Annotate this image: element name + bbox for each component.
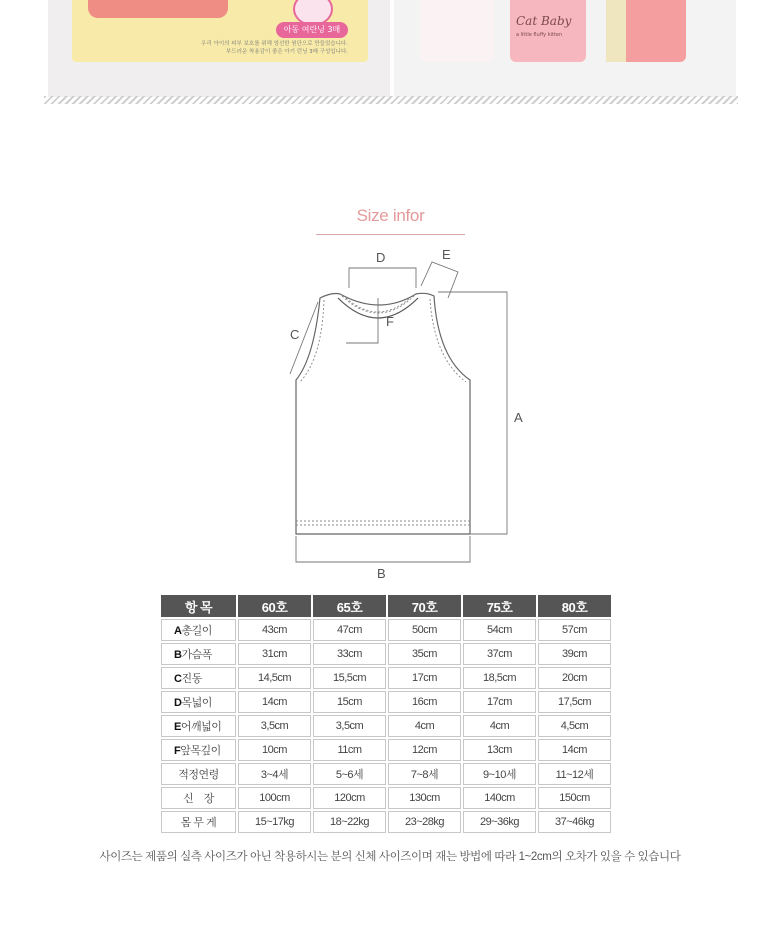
row-name: 목넓이	[181, 697, 212, 709]
table-cell: 20cm	[538, 667, 611, 689]
title-underline	[316, 234, 465, 235]
diagram-label-d: D	[376, 250, 386, 265]
table-cell: 15cm	[313, 691, 386, 713]
product-photo-strip	[44, 0, 738, 105]
header-size: 70호	[388, 595, 461, 617]
row-name: 앞목깊이	[180, 745, 221, 757]
tank-top-outline	[296, 293, 470, 534]
row-label	[161, 715, 236, 737]
row-label	[161, 619, 236, 641]
table-cell: 23~28kg	[388, 811, 461, 833]
table-cell: 9~10세	[463, 763, 536, 785]
package-badge: 아동 여란닝 3매	[276, 22, 348, 38]
table-row	[161, 643, 611, 665]
size-info-title: Size infor	[356, 206, 425, 225]
table-cell: 15,5cm	[313, 667, 386, 689]
row-label: 몸 무 게	[161, 811, 236, 833]
table-cell: 130cm	[388, 787, 461, 809]
folded-shirt-pink	[510, 0, 586, 62]
table-cell: 3~4세	[238, 763, 311, 785]
table-cell: 54cm	[463, 619, 536, 641]
diagram-label-f: F	[386, 314, 394, 329]
table-row	[161, 763, 611, 785]
table-cell: 14cm	[238, 691, 311, 713]
row-name: 진동	[181, 673, 202, 685]
brand-print: Cat Baby	[516, 14, 572, 28]
table-cell: 31cm	[238, 643, 311, 665]
table-cell: 150cm	[538, 787, 611, 809]
table-cell: 14cm	[538, 739, 611, 761]
row-label	[161, 643, 236, 665]
tank-top-diagram	[280, 240, 540, 590]
row-letter: F	[174, 745, 181, 757]
table-cell: 37cm	[463, 643, 536, 665]
row-label	[161, 667, 236, 689]
table-cell: 35cm	[388, 643, 461, 665]
table-cell: 11cm	[313, 739, 386, 761]
header-size: 80호	[538, 595, 611, 617]
table-cell: 11~12세	[538, 763, 611, 785]
table-row	[161, 787, 611, 809]
table-cell: 100cm	[238, 787, 311, 809]
diagram-label-c: C	[290, 327, 300, 342]
table-cell: 3,5cm	[313, 715, 386, 737]
table-cell: 39cm	[538, 643, 611, 665]
row-name: 가슴폭	[181, 649, 212, 661]
row-letter: C	[174, 673, 182, 685]
table-cell: 29~36kg	[463, 811, 536, 833]
table-cell: 57cm	[538, 619, 611, 641]
size-table	[159, 593, 613, 835]
size-footnote: 사이즈는 제품의 실측 사이즈가 아닌 착용하시는 분의 신체 사이즈이며 재는 방법에 따라 1~2cm의 오차가 있을 수 있습니다	[99, 851, 681, 863]
header-size: 65호	[313, 595, 386, 617]
measure-line-b	[296, 536, 470, 562]
table-cell: 43cm	[238, 619, 311, 641]
table-cell: 37~46kg	[538, 811, 611, 833]
table-cell: 3,5cm	[238, 715, 311, 737]
header-item-label: 항 목	[161, 595, 236, 617]
row-label	[161, 691, 236, 713]
table-row	[161, 715, 611, 737]
measure-line-e	[421, 262, 458, 298]
table-cell: 7~8세	[388, 763, 461, 785]
table-row	[161, 739, 611, 761]
table-row	[161, 811, 611, 833]
diagram-label-b: B	[377, 566, 386, 581]
table-row	[161, 667, 611, 689]
table-cell: 50cm	[388, 619, 461, 641]
folded-shirt-cream	[606, 0, 626, 62]
row-letter: B	[174, 649, 182, 661]
row-letter: A	[174, 625, 182, 637]
table-cell: 17cm	[388, 667, 461, 689]
zigzag-divider	[44, 96, 738, 104]
table-cell: 4cm	[463, 715, 536, 737]
package-note: 우리 아이의 피부 보호를 위해 엄선한 원단으로 만들었습니다. 부드러운 착용감이 좋은 아기 런닝 3매 구성입니다.	[201, 41, 348, 55]
header-size: 60호	[238, 595, 311, 617]
row-letter: D	[174, 697, 182, 709]
row-name: 총길이	[181, 625, 212, 637]
package-illustration	[88, 0, 228, 18]
table-row	[161, 691, 611, 713]
table-cell: 4,5cm	[538, 715, 611, 737]
table-cell: 12cm	[388, 739, 461, 761]
package-photo-right	[394, 0, 736, 97]
table-cell: 17cm	[463, 691, 536, 713]
table-cell: 4cm	[388, 715, 461, 737]
table-cell: 10cm	[238, 739, 311, 761]
row-name: 어깨넓이	[180, 721, 222, 733]
folded-shirt-white	[420, 0, 494, 62]
table-cell: 15~17kg	[238, 811, 311, 833]
table-cell: 47cm	[313, 619, 386, 641]
package-photo-left	[48, 0, 390, 97]
table-cell: 140cm	[463, 787, 536, 809]
header-size: 75호	[463, 595, 536, 617]
diagram-label-e: E	[442, 247, 451, 262]
row-label: 적정연령	[161, 763, 236, 785]
row-label	[161, 739, 236, 761]
row-label: 신 장	[161, 787, 236, 809]
table-cell: 120cm	[313, 787, 386, 809]
diagram-label-a: A	[514, 410, 523, 425]
brand-tagline: a little fluffy kitten	[516, 32, 563, 38]
table-cell: 18~22kg	[313, 811, 386, 833]
table-row	[161, 619, 611, 641]
table-cell: 33cm	[313, 643, 386, 665]
table-cell: 13cm	[463, 739, 536, 761]
row-letter: E	[174, 721, 181, 733]
table-cell: 5~6세	[313, 763, 386, 785]
measure-line-d	[349, 268, 416, 288]
table-cell: 14,5cm	[238, 667, 311, 689]
table-cell: 17,5cm	[538, 691, 611, 713]
table-cell: 18,5cm	[463, 667, 536, 689]
table-cell: 16cm	[388, 691, 461, 713]
size-table-header	[161, 595, 611, 617]
